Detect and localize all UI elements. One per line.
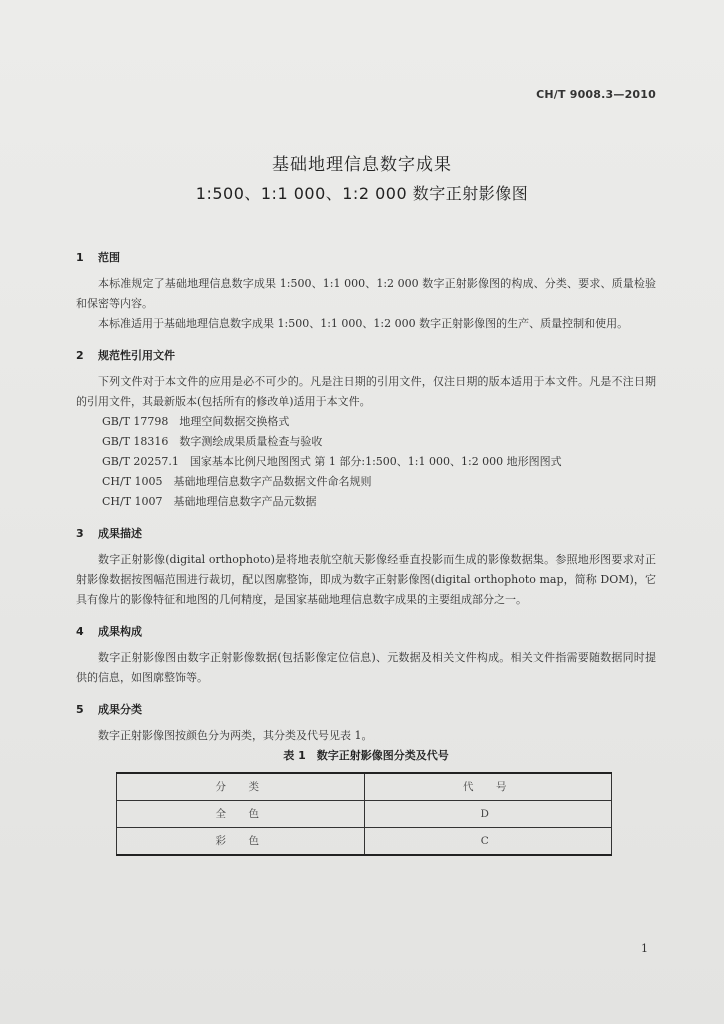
section-title: 范围 <box>98 251 120 264</box>
paragraph: 数字正射影像(digital orthophoto)是将地表航空航天影像经垂直投影而生成的影像数据集。参照地形图要求对正射影像数据按图幅范围进行裁切，配以图廓整饰，即成为数字正射影像图(digital orthophoto map，简称 DOM)，它具有像片的影像特征和地图的几何精度，是国家基础地理信息数字成果的主要组成部分之一。 <box>76 553 656 606</box>
table-header-cell: 分 类 <box>117 773 365 801</box>
table-caption: 表 1 数字正射影像图分类及代号 <box>283 749 449 762</box>
standard-code: CH/T 9008.3—2010 <box>536 88 656 101</box>
table-cell: C <box>364 828 612 856</box>
table-cell: 彩 色 <box>117 828 365 856</box>
paragraph: 本标准规定了基础地理信息数字成果 1:500、1:1 000、1:2 000 数字正射影像图的构成、分类、要求、质量检验和保密等内容。 <box>76 277 656 310</box>
section-5-heading <box>76 700 656 720</box>
paragraph: 数字正射影像图由数字正射影像数据(包括影像定位信息)、元数据及相关文件构成。相关文件指需要随数据同时提供的信息，如图廓整饰等。 <box>76 651 656 684</box>
section-3-heading <box>76 524 656 544</box>
paragraph: 数字正射影像图按颜色分为两类，其分类及代号见表 1。 <box>98 729 373 742</box>
classification-table <box>116 772 612 856</box>
table-row <box>117 801 612 828</box>
section-number: 2 <box>76 349 84 362</box>
table-header-cell: 代 号 <box>364 773 612 801</box>
section-1-heading <box>76 248 656 268</box>
section-title: 成果分类 <box>98 703 142 716</box>
table-cell: 全 色 <box>117 801 365 828</box>
document-title <box>0 150 724 204</box>
reference-item: CH/T 1007 基础地理信息数字产品元数据 <box>102 495 317 508</box>
section-2-heading <box>76 346 656 366</box>
section-number: 4 <box>76 625 84 638</box>
section-number: 1 <box>76 251 84 264</box>
section-4-heading <box>76 622 656 642</box>
section-number: 5 <box>76 703 84 716</box>
title-line-2: 1:500、1:1 000、1:2 000 数字正射影像图 <box>195 184 529 203</box>
section-title: 成果构成 <box>98 625 142 638</box>
title-line-1: 基础地理信息数字成果 <box>272 155 452 175</box>
table-cell: D <box>364 801 612 828</box>
reference-item: GB/T 17798 地理空间数据交换格式 <box>102 415 290 428</box>
table-header-row <box>117 773 612 801</box>
reference-item: CH/T 1005 基础地理信息数字产品数据文件命名规则 <box>102 475 372 488</box>
table-row <box>117 828 612 856</box>
reference-item: GB/T 20257.1 国家基本比例尺地图图式 第 1 部分:1:500、1:1 000、1:2 000 地形图图式 <box>102 455 562 468</box>
paragraph: 本标准适用于基础地理信息数字成果 1:500、1:1 000、1:2 000 数字正射影像图的生产、质量控制和使用。 <box>98 317 629 330</box>
paragraph: 下列文件对于本文件的应用是必不可少的。凡是注日期的引用文件，仅注日期的版本适用于本文件。凡是不注日期的引用文件，其最新版本(包括所有的修改单)适用于本文件。 <box>76 375 656 408</box>
section-title: 成果描述 <box>98 527 142 540</box>
reference-item: GB/T 18316 数字测绘成果质量检查与验收 <box>102 435 323 448</box>
document-body <box>76 248 656 856</box>
page-number: 1 <box>641 942 648 955</box>
section-title: 规范性引用文件 <box>98 349 175 362</box>
section-number: 3 <box>76 527 84 540</box>
